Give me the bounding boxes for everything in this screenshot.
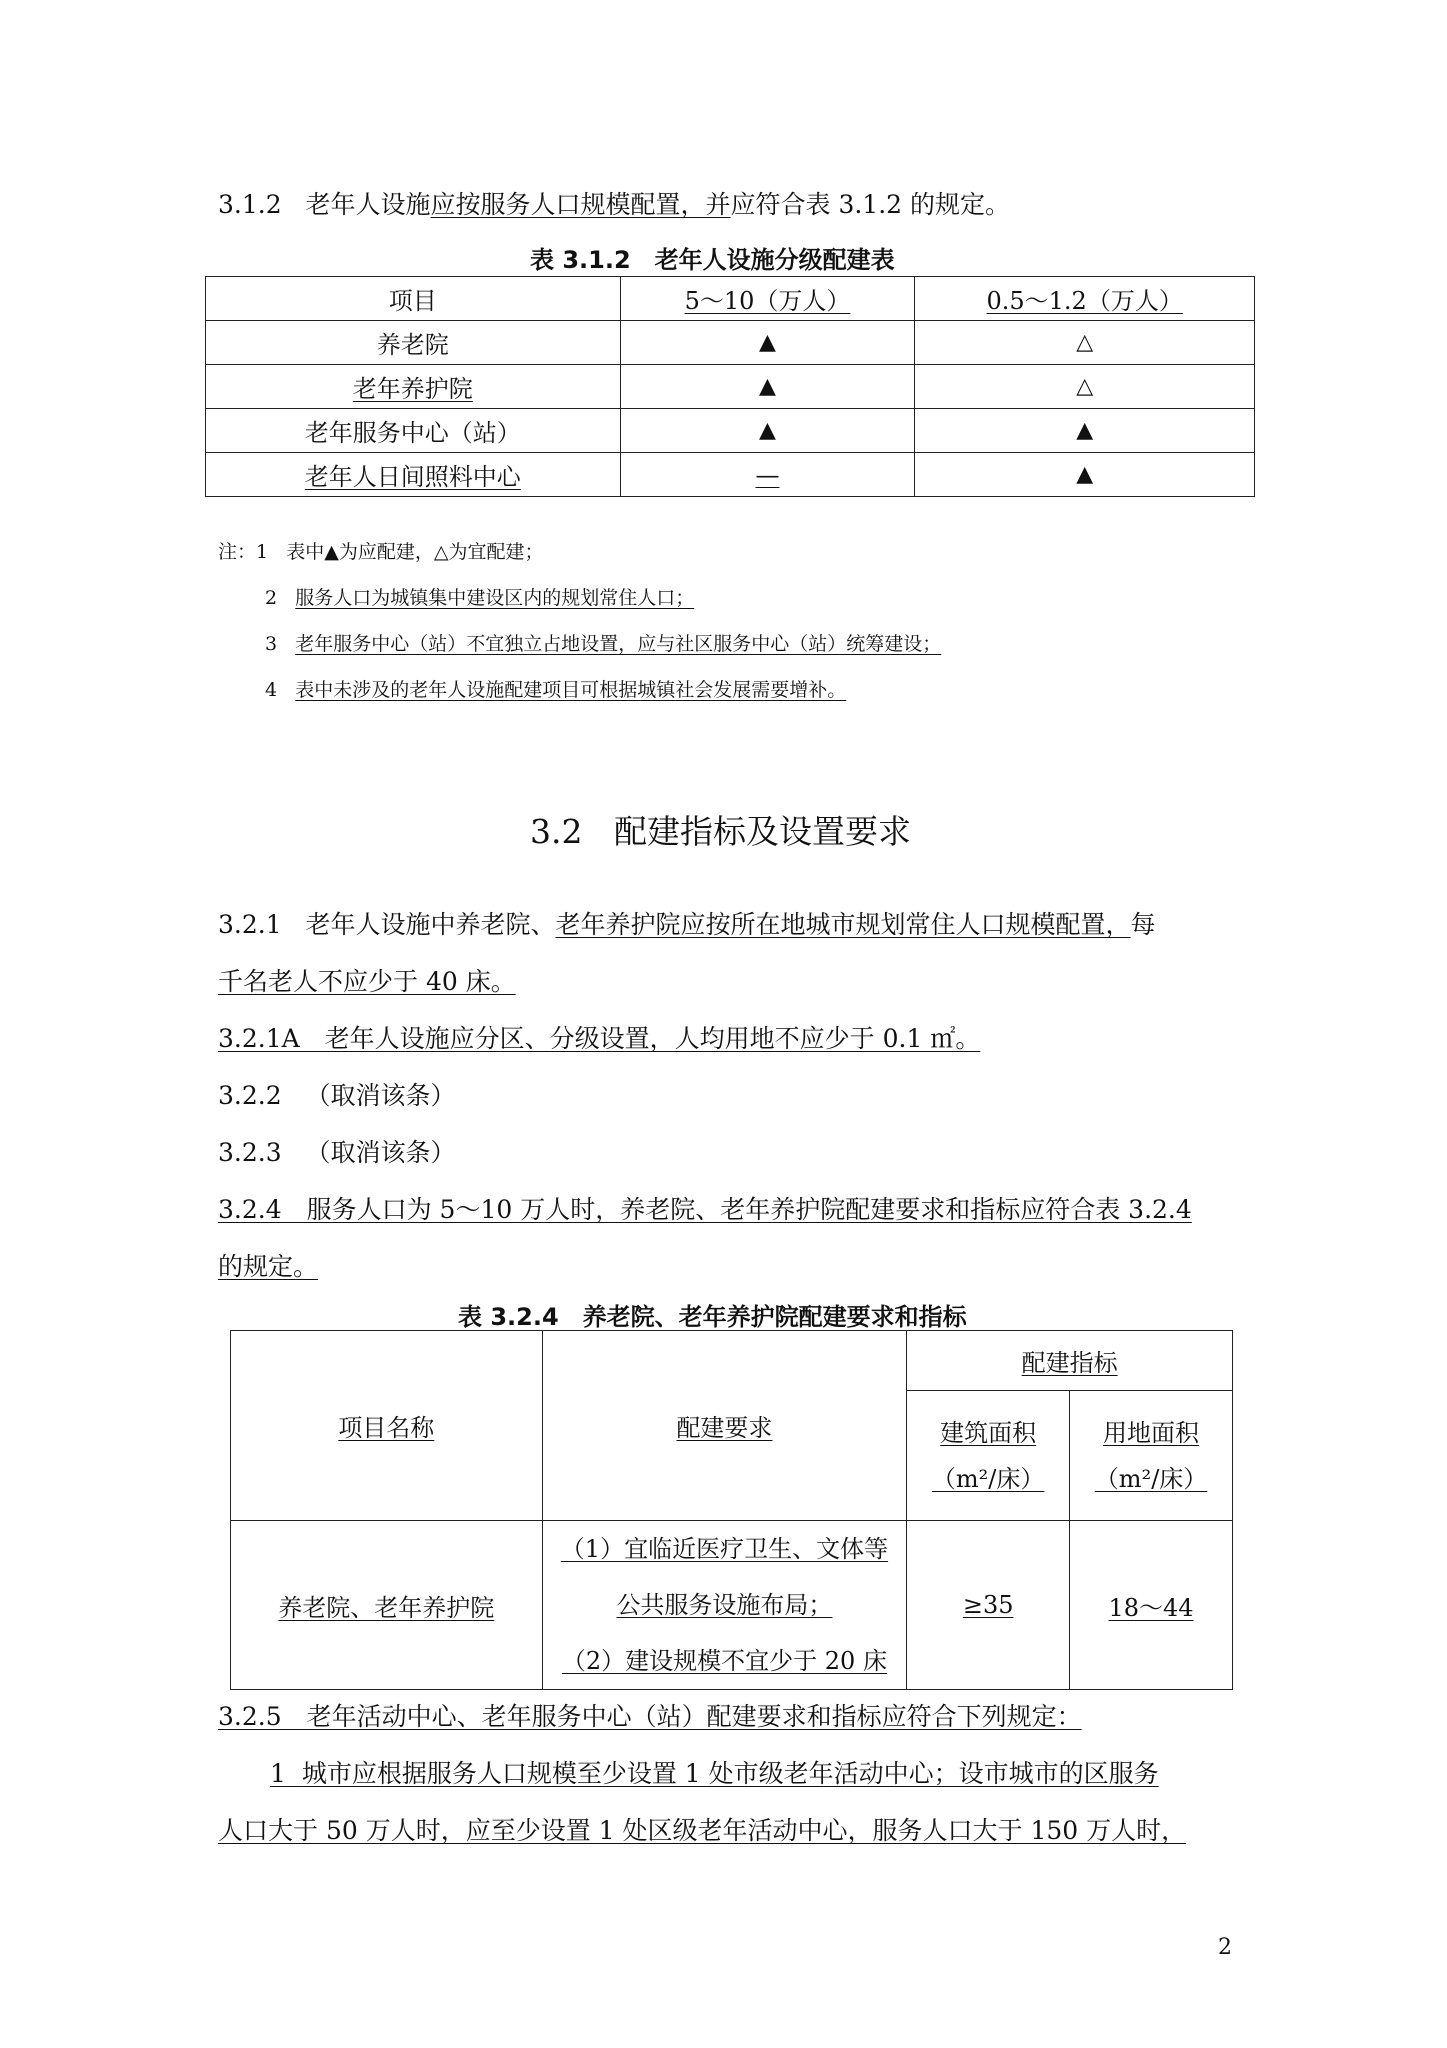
- header-cell: 5～10（万人）: [620, 277, 915, 321]
- note-2: [265, 583, 694, 610]
- header-cell: 配建要求: [542, 1331, 907, 1521]
- clause-text: （取消该条）: [305, 1081, 456, 1110]
- clause-text: 老年人设施: [305, 190, 431, 219]
- note-number: 4: [265, 679, 278, 701]
- row-value: ▲: [620, 409, 915, 453]
- header-cell: 建筑面积 （m²/床）: [907, 1391, 1070, 1521]
- row-name: 养老院、老年养护院: [231, 1521, 543, 1690]
- header-cell: 项目名称: [231, 1331, 543, 1521]
- table-row: [206, 453, 1255, 497]
- row-value: ▲: [915, 409, 1255, 453]
- header-cell: 配建指标: [907, 1331, 1233, 1391]
- note-prefix: 注：: [218, 541, 257, 563]
- clause-number: 3.1.2: [218, 190, 282, 219]
- row-name: 养老院: [206, 321, 621, 365]
- row-name: 老年人日间照料中心: [206, 453, 621, 497]
- note-text: 表中未涉及的老年人设施配建项目可根据城镇社会发展需要增补。: [295, 679, 847, 701]
- clause-text: （取消该条）: [305, 1138, 456, 1167]
- note-1: [218, 537, 543, 564]
- table-header-row: [231, 1331, 1233, 1391]
- clause-3-2-5: 3.2.5 老年活动中心、老年服务中心（站）配建要求和指标应符合下列规定：: [218, 1702, 1082, 1731]
- note-number: 1: [256, 541, 269, 563]
- row-value: 18～44: [1070, 1521, 1233, 1690]
- table-3-1-2: [205, 276, 1255, 497]
- note-text: 服务人口为城镇集中建设区内的规划常住人口；: [295, 587, 695, 609]
- table-row: [206, 321, 1255, 365]
- section-heading: [530, 806, 911, 853]
- clause-3-2-2: [218, 1081, 455, 1111]
- table-row: [206, 365, 1255, 409]
- table-row: [231, 1521, 1233, 1690]
- row-name: 老年服务中心（站）: [206, 409, 621, 453]
- clause-3-2-3: [218, 1138, 455, 1168]
- clause-3-2-4-line2: 的规定。: [218, 1252, 319, 1281]
- clause-3-2-1-line1: 3.2.1 老年人设施中养老院、老年养护院应按所在地城市规划常住人口规模配置，每: [218, 910, 1156, 939]
- clause-3-2-5-1-line1: [270, 1759, 1159, 1789]
- clause-3-2-1-line2: 千名老人不应少于 40 床。: [218, 967, 516, 996]
- clause-3-2-4-line1: 3.2.4 服务人口为 5～10 万人时，养老院、老年养护院配建要求和指标应符合表 3.2.4: [218, 1195, 1192, 1224]
- item-text: 城市应根据服务人口规模至少设置 1 处市级老年活动中心；设市城市的区服务: [301, 1759, 1159, 1788]
- section-title: 配建指标及设置要求: [613, 812, 911, 851]
- row-value: —: [620, 453, 915, 497]
- header-cell: 用地面积 （m²/床）: [1070, 1391, 1233, 1521]
- row-value: △: [915, 321, 1255, 365]
- table-row: [206, 409, 1255, 453]
- note-number: 3: [265, 633, 278, 655]
- clause-3-2-5-1-line2: 人口大于 50 万人时，应至少设置 1 处区级老年活动中心，服务人口大于 150 万人时，: [218, 1816, 1187, 1845]
- table-caption: 表 3.2.4 养老院、老年养护院配建要求和指标: [458, 1303, 967, 1331]
- table-caption: 表 3.1.2 老年人设施分级配建表: [530, 246, 895, 274]
- note-text: 老年服务中心（站）不宜独立占地设置，应与社区服务中心（站）统筹建设；: [295, 633, 942, 655]
- clause-number: 3.2.1: [218, 910, 282, 939]
- header-cell: 0.5～1.2（万人）: [915, 277, 1255, 321]
- row-name: 老年养护院: [206, 365, 621, 409]
- row-value: ≥35: [907, 1521, 1070, 1690]
- row-value: △: [915, 365, 1255, 409]
- section-number: 3.2: [530, 812, 583, 851]
- row-value: ▲: [620, 365, 915, 409]
- clause-text-end: 应符合表 3.1.2 的规定。: [730, 190, 1011, 219]
- note-4: [265, 675, 846, 702]
- clause-text-amended: 应按服务人口规模配置，并: [430, 190, 731, 219]
- clause-3-1-2: [218, 190, 1010, 220]
- row-value: ▲: [620, 321, 915, 365]
- table-header-row: [206, 277, 1255, 321]
- page-number: 2: [1218, 1935, 1232, 1960]
- table-3-2-4: [230, 1330, 1233, 1690]
- header-cell: 项目: [206, 277, 621, 321]
- note-number: 2: [265, 587, 278, 609]
- row-value: ▲: [915, 453, 1255, 497]
- row-requirement: （1）宜临近医疗卫生、文体等 公共服务设施布局； （2）建设规模不宜少于 20 床: [542, 1521, 907, 1690]
- clause-number: 3.2.2: [218, 1081, 282, 1110]
- note-3: [265, 629, 941, 656]
- note-text: 表中▲为应配建，△为宜配建；: [286, 541, 544, 563]
- clause-number: 3.2.3: [218, 1138, 282, 1167]
- item-number: 1: [270, 1759, 286, 1788]
- clause-3-2-1a: 3.2.1A 老年人设施应分区、分级设置，人均用地不应少于 0.1 ㎡。: [218, 1024, 981, 1053]
